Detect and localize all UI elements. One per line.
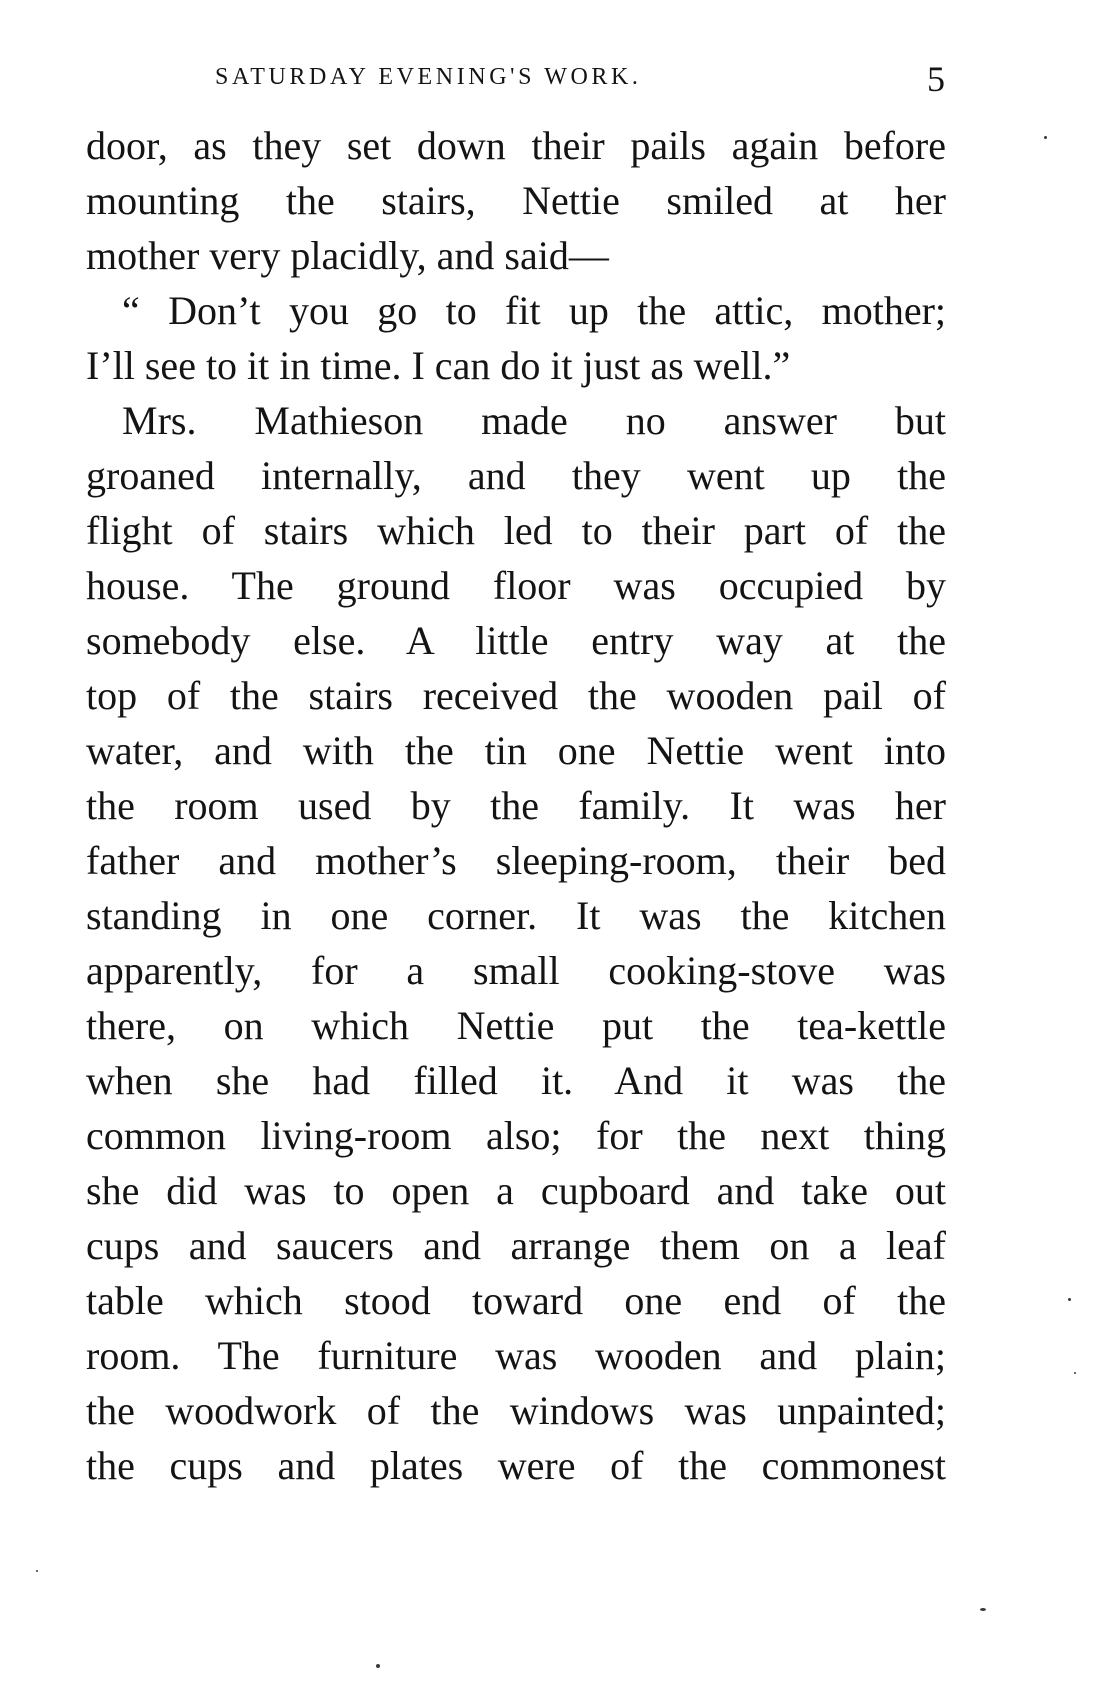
text-line: house. The ground floor was occupied by	[86, 563, 946, 608]
text-line: flight of stairs which led to their part of the	[86, 508, 946, 553]
print-speck	[1068, 1298, 1071, 1301]
print-speck	[36, 1570, 38, 1572]
text-line: Mrs. Mathieson made no answer but	[122, 398, 946, 443]
text-line: mother very placidly, and said—	[86, 233, 609, 278]
print-speck	[1044, 136, 1047, 139]
page-number: 5	[927, 59, 945, 99]
text-line: somebody else. A little entry way at the	[86, 618, 946, 663]
text-line: when she had filled it. And it was the	[86, 1058, 946, 1103]
running-head	[215, 58, 945, 98]
text-line: room. The furniture was wooden and plain;	[86, 1333, 946, 1378]
text-line: apparently, for a small cooking-stove was	[86, 948, 946, 993]
text-line: the cups and plates were of the commonest	[86, 1443, 946, 1488]
text-line: there, on which Nettie put the tea-kettle	[86, 1003, 946, 1048]
text-line: cups and saucers and arrange them on a leaf	[86, 1223, 946, 1268]
text-line: top of the stairs received the wooden pail of	[86, 673, 946, 718]
text-line: mounting the stairs, Nettie smiled at her	[86, 178, 946, 223]
text-line: standing in one corner. It was the kitchen	[86, 893, 946, 938]
running-title: SATURDAY EVENING'S WORK.	[215, 64, 642, 90]
text-line: water, and with the tin one Nettie went into	[86, 728, 946, 773]
text-line: she did was to open a cupboard and take out	[86, 1168, 946, 1213]
text-line: the room used by the family. It was her	[86, 783, 946, 828]
text-line: the woodwork of the windows was unpainted;	[86, 1388, 946, 1433]
text-line: I’ll see to it in time. I can do it just as well.”	[86, 343, 791, 388]
text-line: common living-room also; for the next thing	[86, 1113, 946, 1158]
print-speck	[376, 1664, 380, 1668]
print-speck	[1074, 1372, 1076, 1374]
text-line: father and mother’s sleeping-room, their bed	[86, 838, 946, 883]
text-line: groaned internally, and they went up the	[86, 453, 946, 498]
print-speck	[980, 1608, 986, 1611]
body-text	[86, 118, 946, 1493]
text-line: door, as they set down their pails again before	[86, 123, 946, 168]
text-line: “ Don’t you go to fit up the attic, mother;	[122, 288, 946, 333]
text-line: table which stood toward one end of the	[86, 1278, 946, 1323]
